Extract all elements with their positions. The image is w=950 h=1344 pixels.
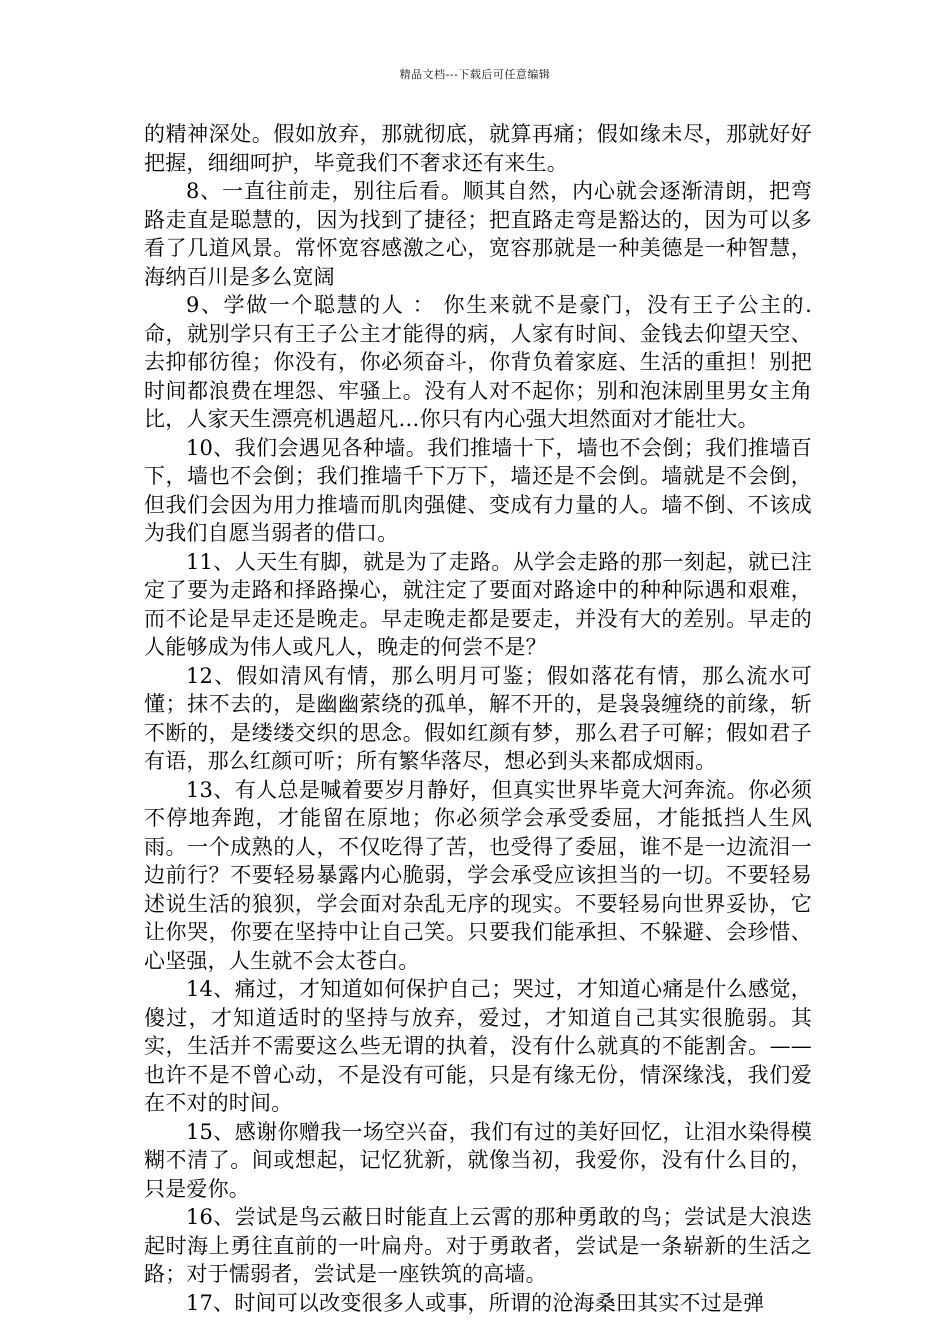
- paragraph-continuation: 的精神深处。假如放弃，那就彻底，就算再痛；假如缘未尽，那就好好把握，细细呵护，毕竟我们不奢求还有来生。: [144, 122, 812, 175]
- paragraph-16: 16、尝试是鸟云蔽日时能直上云霄的那种勇敢的鸟；尝试是大浪迭起时海上勇往直前的一叶扁舟。对于勇敢者，尝试是一条崭新的生活之路；对于懦弱者，尝试是一座铁筑的高墙。: [144, 1205, 812, 1286]
- paragraph-8: 8、一直往前走，别往后看。顺其自然，内心就会逐渐清朗，把弯路走直是聪慧的，因为找到了捷径；把直路走弯是豁达的，因为可以多看了几道风景。常怀宽容感激之心，宽容那就是一种美德是一种智慧，海纳百川是多么宽阔: [144, 179, 812, 289]
- document-body: [144, 120, 812, 1317]
- paragraph-10: 10、我们会遇见各种墙。我们推墙十下，墙也不会倒；我们推墙百下，墙也不会倒；我们推墙千下万下，墙还是不会倒。墙就是不会倒，但我们会因为用力推墙而肌肉强健、变成有力量的人。墙不倒、不该成为我们自愿当弱者的借口。: [144, 435, 812, 545]
- paragraph-15: 15、感谢你赠我一场空兴奋，我们有过的美好回忆，让泪水染得模糊不清了。间或想起，记忆犹新，就像当初，我爱你，没有什么目的，只是爱你。: [144, 1119, 812, 1201]
- paragraph-9: 9、学做一个聪慧的人 ： 你生来就不是豪门，没有王子公主的.命，就别学只有王子公主才能得的病，人家有时间、金钱去仰望天空、去抑郁彷徨；你没有，你必须奋斗，你背负着家庭、生活的重担！别把时间都浪费在埋怨、牢骚上。没有人对不起你；别和泡沫剧里男女主角比，人家天生漂亮机遇超凡…你只有内心强大坦然面对才能壮大。: [144, 293, 812, 431]
- page-header: 精品文档---下载后可任意编辑: [399, 68, 551, 81]
- paragraph-14: 14、痛过，才知道如何保护自己；哭过，才知道心痛是什么感觉，傻过，才知道适时的坚持与放弃，爱过，才知道自己其实很脆弱。其实，生活并不需要这么些无谓的执着，没有什么就真的不能割舍。——也许不是不曾心动，不是没有可能，只是有缘无份，情深缘浅，我们爱在不对的时间。: [144, 977, 812, 1115]
- paragraph-12: 12、假如清风有情，那么明月可鉴；假如落花有情，那么流水可懂；抹不去的，是幽幽萦绕的孤单，解不开的，是袅袅缠绕的前缘，斩不断的，是缕缕交织的思念。假如红颜有梦，那么君子可解；假如君子有语，那么红颜可听；所有繁华落尽，想必到头来都成烟雨。: [144, 663, 812, 773]
- paragraph-11: 11、人天生有脚，就是为了走路。从学会走路的那一刻起，就已注定了要为走路和择路操心，就注定了要面对路途中的种种际遇和艰难，而不论是早走还是晚走。早走晚走都是要走，并没有大的差别。早走的人能够成为伟人或凡人，晚走的何尝不是？: [144, 549, 812, 659]
- paragraph-17: 17、时间可以改变很多人或事，所谓的沧海桑田其实不过是弹: [186, 1290, 765, 1315]
- paragraph-13: 13、有人总是喊着要岁月静好，但真实世界毕竟大河奔流。你必须不停地奔跑，才能留在原地；你必须学会承受委屈，才能抵挡人生风雨。一个成熟的人，不仅吃得了苦，也受得了委屈，谁不是一边流泪一边前行？不要轻易暴露内心脆弱，学会承受应该担当的一切。不要轻易述说生活的狼狈，学会面对杂乱无序的现实。不要轻易向世界妥协，它让你哭，你要在坚持中让自己笑。只要我们能承担、不躲避、会珍惜、心坚强，人生就不会太苍白。: [144, 777, 812, 973]
